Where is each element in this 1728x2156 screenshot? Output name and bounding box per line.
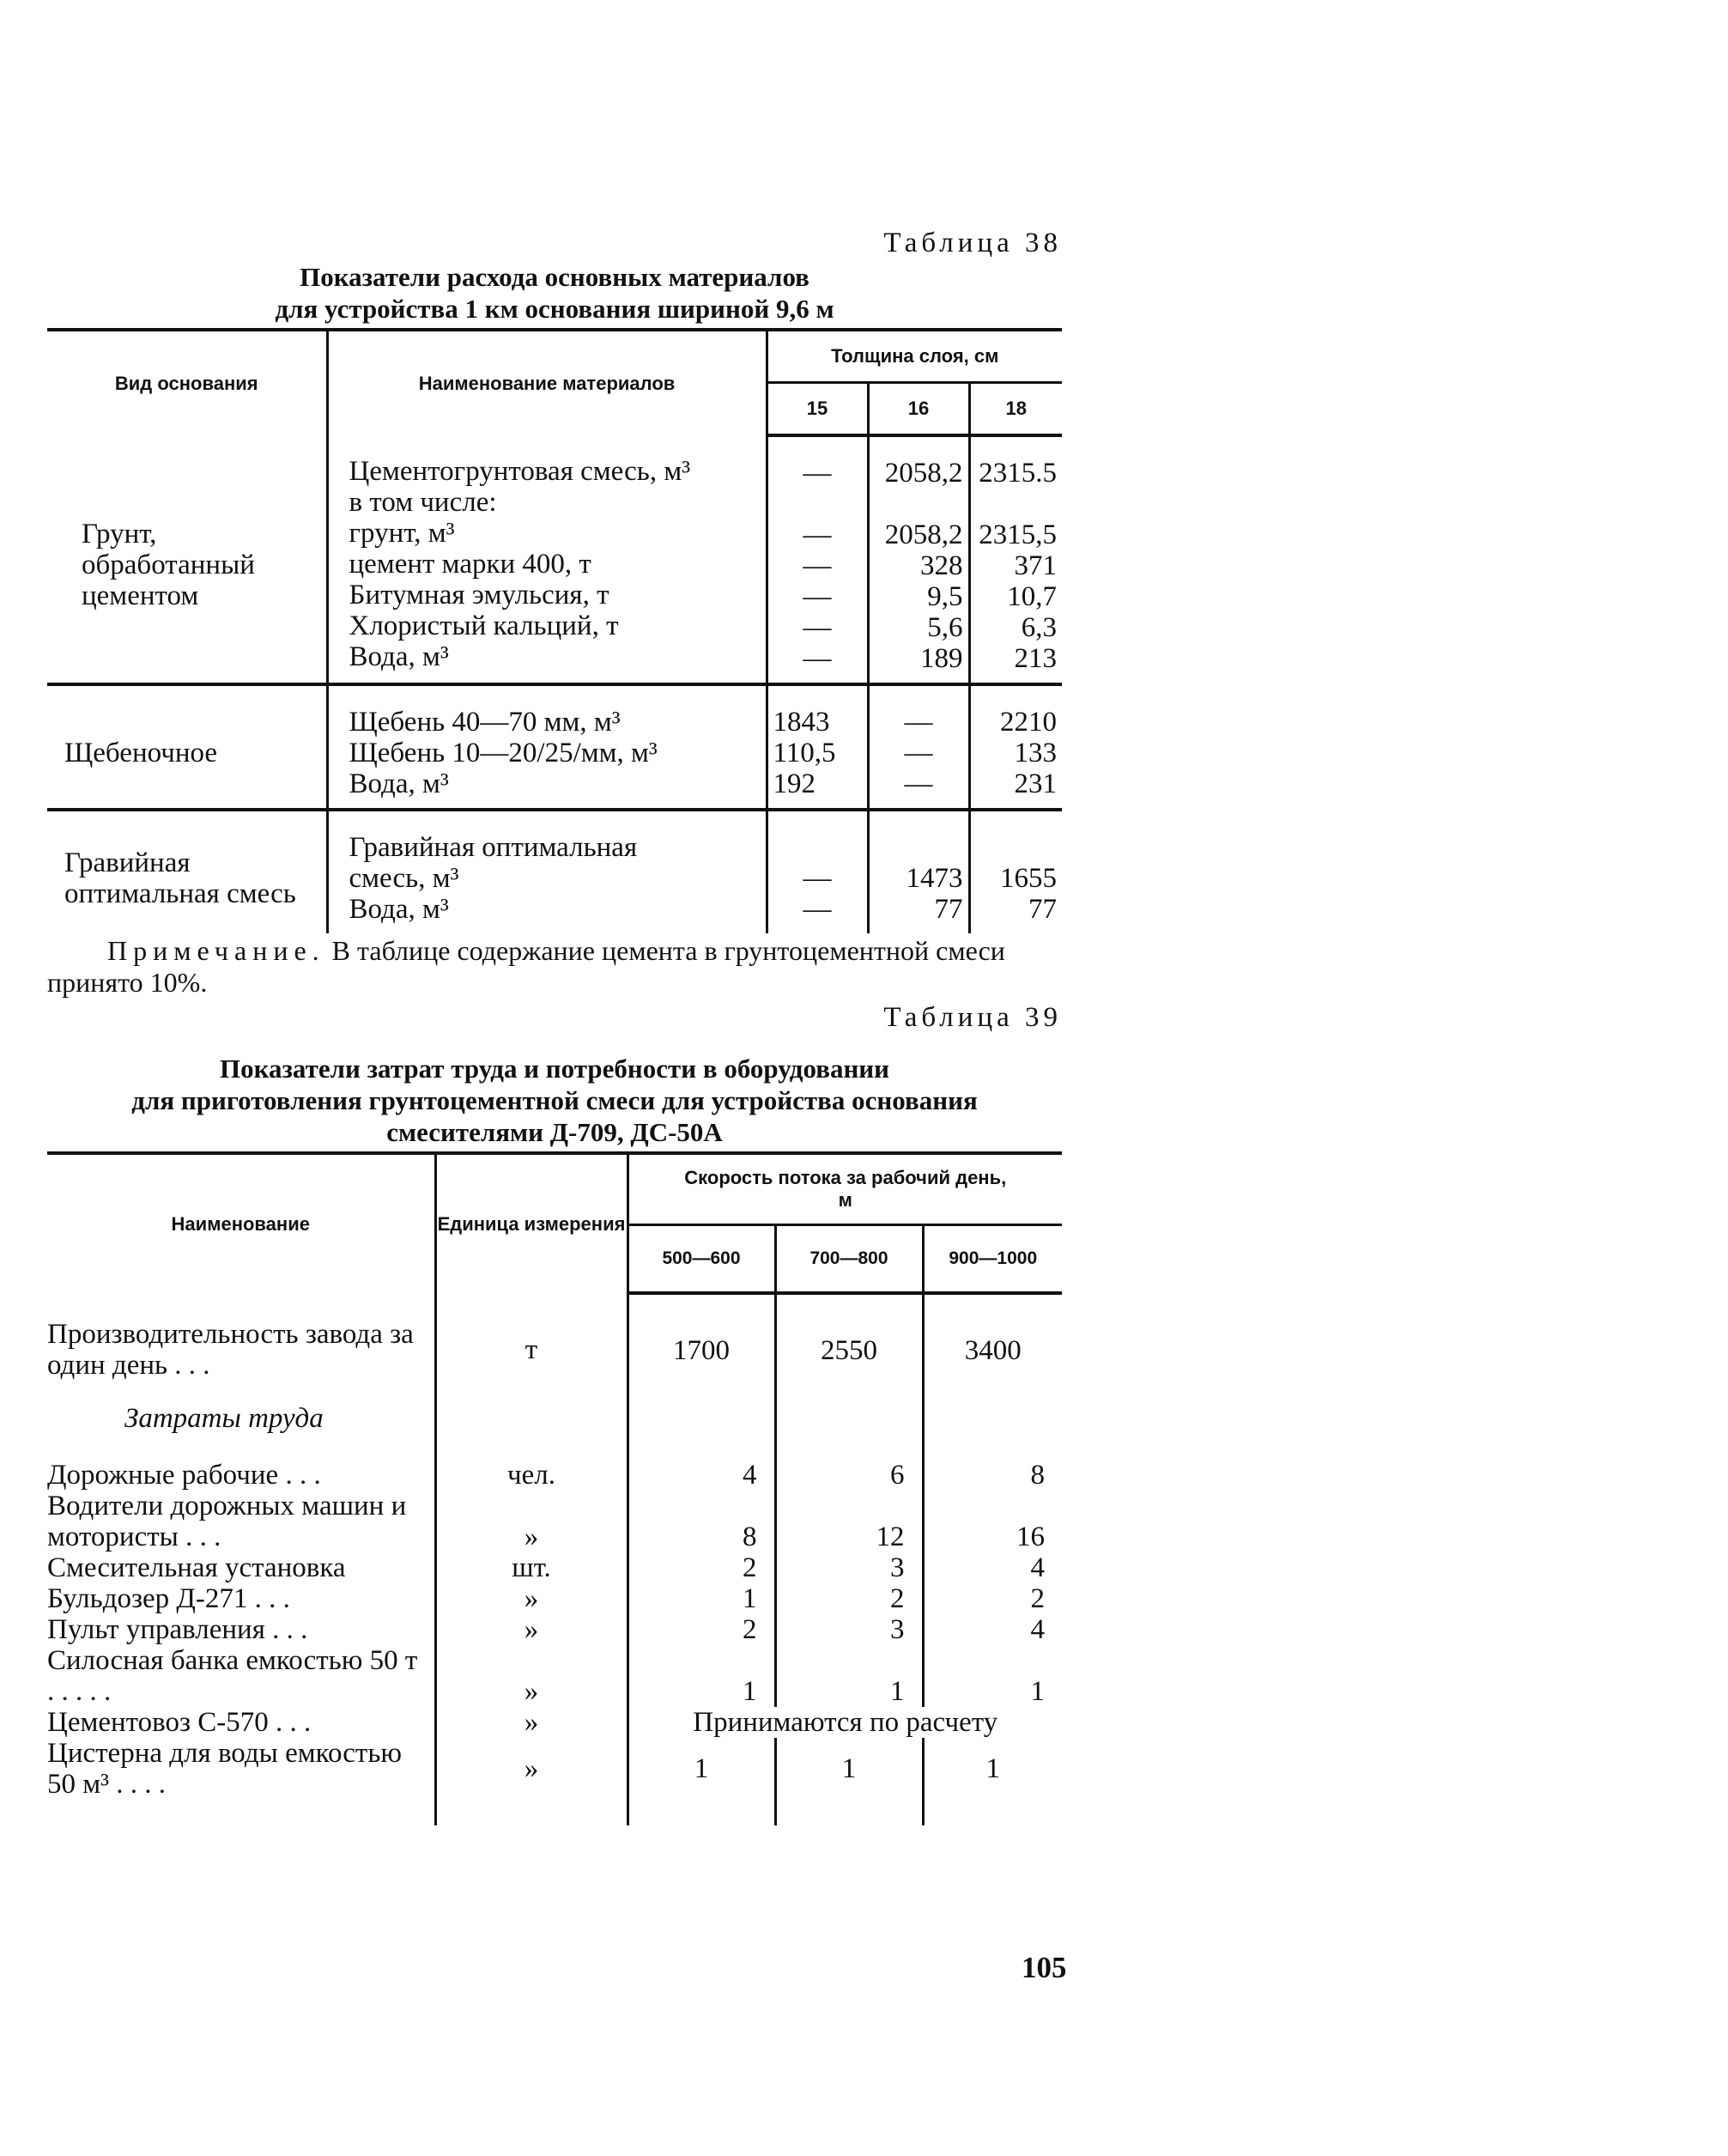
header-thickness-18: 18 — [969, 383, 1062, 436]
row-value: 1700 — [628, 1293, 775, 1381]
table-row — [47, 810, 1062, 933]
base-kind: Грунт, обработанный цементом — [82, 519, 255, 611]
row-value: 1 — [775, 1645, 923, 1707]
row-value: 3400 — [923, 1293, 1062, 1381]
row-name: Пульт управления . . . — [47, 1614, 308, 1645]
section-row — [47, 1381, 1062, 1460]
row-unit: » — [435, 1707, 628, 1738]
row-value: 4 — [923, 1552, 1062, 1583]
row-unit: » — [435, 1614, 628, 1645]
row-value: 16 — [923, 1491, 1062, 1552]
row-name: Производительность завода за один день . . . — [47, 1319, 414, 1381]
table-38-title — [47, 261, 1062, 325]
table-39-title-line: смесителями Д-709, ДС-50А — [386, 1117, 723, 1147]
page — [47, 228, 1062, 1825]
row-value: 2 — [628, 1614, 775, 1645]
row-value: 3 — [775, 1614, 923, 1645]
values-15: — — — [767, 810, 868, 933]
header-thickness-16: 16 — [868, 383, 969, 436]
table-row — [47, 1552, 1062, 1583]
row-value: 2 — [628, 1552, 775, 1583]
row-value: 4 — [628, 1460, 775, 1491]
row-name: Дорожные рабочие . . . — [47, 1460, 321, 1491]
header-thickness: Толщина слоя, см — [767, 330, 1062, 383]
note-text: В таблице содержание цемента в грунтоцементной смеси принято 10%. — [47, 935, 1005, 998]
row-unit: » — [435, 1645, 628, 1707]
table-row — [47, 1491, 1062, 1552]
table-row — [47, 1614, 1062, 1645]
values-16: — — — — [868, 684, 969, 810]
row-value: 8 — [923, 1460, 1062, 1491]
row-unit: чел. — [435, 1460, 628, 1491]
table-38-number: Таблица 38 — [883, 228, 1062, 258]
table-row — [47, 1460, 1062, 1491]
values-15: — — — — — — — [767, 435, 868, 684]
table-row — [47, 1738, 1062, 1825]
row-unit: т — [435, 1293, 628, 1381]
row-value: 1 — [923, 1645, 1062, 1707]
table-38-title-line: для устройства 1 км основания шириной 9,6 м — [275, 294, 834, 324]
header-speed-700-800: 700—800 — [775, 1225, 923, 1294]
row-value: 2550 — [775, 1293, 923, 1381]
table-row — [47, 1707, 1062, 1738]
page-number: 105 — [1022, 1951, 1067, 1984]
header-speed: Скорость потока за рабочий день, м — [628, 1153, 1062, 1225]
table-38-title-line: Показатели расхода основных материалов — [300, 262, 809, 292]
row-value: 8 — [628, 1491, 775, 1552]
row-value: 1 — [775, 1738, 923, 1825]
table-row — [47, 1645, 1062, 1707]
row-name: Силосная банка емкостью 50 т . . . . . — [47, 1645, 418, 1707]
row-name: Водители дорожных машин и мотористы . . . — [47, 1491, 407, 1552]
row-value: 1 — [923, 1738, 1062, 1825]
section-label: Затраты труда — [124, 1403, 324, 1434]
row-unit: шт. — [435, 1552, 628, 1583]
note-label: Примечание. — [107, 935, 325, 966]
row-name: Цементовоз С-570 . . . — [47, 1707, 312, 1738]
table-38 — [47, 328, 1062, 933]
row-unit: » — [435, 1491, 628, 1552]
header-speed-500-600: 500—600 — [628, 1225, 775, 1294]
header-speed-900-1000: 900—1000 — [923, 1225, 1062, 1294]
values-18: 2210 133 231 — [969, 684, 1062, 810]
header-thickness-15: 15 — [767, 383, 868, 436]
row-value: 3 — [775, 1552, 923, 1583]
row-name: Смесительная установка — [47, 1552, 346, 1583]
header-kind: Вид основания — [114, 372, 258, 394]
row-merged-value: Принимаются по расчету — [628, 1707, 1062, 1738]
row-name: Бульдозер Д-271 . . . — [47, 1583, 290, 1614]
row-value: 2 — [923, 1583, 1062, 1614]
values-15: 1843 110,5 192 — [767, 684, 868, 810]
header-name: Наименование — [171, 1212, 310, 1235]
row-value: 6 — [775, 1460, 923, 1491]
table-row — [47, 1293, 1062, 1381]
values-16: 1473 77 — [868, 810, 969, 933]
table-39 — [47, 1151, 1062, 1825]
materials-list: Щебень 40—70 мм, м³ Щебень 10—20/25/мм, м³ Вода, м³ — [327, 684, 767, 810]
values-18: 2315.5 2315,5 371 10,7 6,3 213 — [969, 435, 1062, 684]
base-kind: Щебеночное — [47, 684, 327, 810]
table-39-title-line: для приготовления грунтоцементной смеси для устройства основания — [131, 1085, 978, 1115]
table-39-title-line: Показатели затрат труда и потребности в оборудовании — [219, 1054, 890, 1084]
header-unit: Единица измерения — [435, 1153, 628, 1293]
table-row — [47, 435, 1062, 684]
table-38-note — [47, 935, 1062, 999]
table-39-title — [47, 1053, 1062, 1148]
row-value: 2 — [775, 1583, 923, 1614]
row-unit: » — [435, 1583, 628, 1614]
materials-list: Гравийная оптимальная смесь, м³ Вода, м³ — [327, 810, 767, 933]
materials-list: Цементогрунтовая смесь, м³ в том числе: грунт, м³ цемент марки 400, т Битумная эмульсия, т Хлористый кальций, т Вода, м³ — [327, 435, 767, 684]
values-18: 1655 77 — [969, 810, 1062, 933]
row-value: 12 — [775, 1491, 923, 1552]
row-value: 1 — [628, 1583, 775, 1614]
row-name: Цистерна для воды емкостью 50 м³ . . . . — [47, 1738, 403, 1800]
table-row — [47, 684, 1062, 810]
row-value: 1 — [628, 1738, 775, 1825]
table-row — [47, 1583, 1062, 1614]
values-16: 2058,2 2058,2 328 9,5 5,6 189 — [868, 435, 969, 684]
row-unit: » — [435, 1738, 628, 1825]
row-value: 4 — [923, 1614, 1062, 1645]
table-39-number: Таблица 39 — [883, 1002, 1062, 1033]
row-value: 1 — [628, 1645, 775, 1707]
header-material: Наименование материалов — [327, 330, 767, 435]
base-kind: Гравийная оптимальная смесь — [47, 810, 327, 933]
